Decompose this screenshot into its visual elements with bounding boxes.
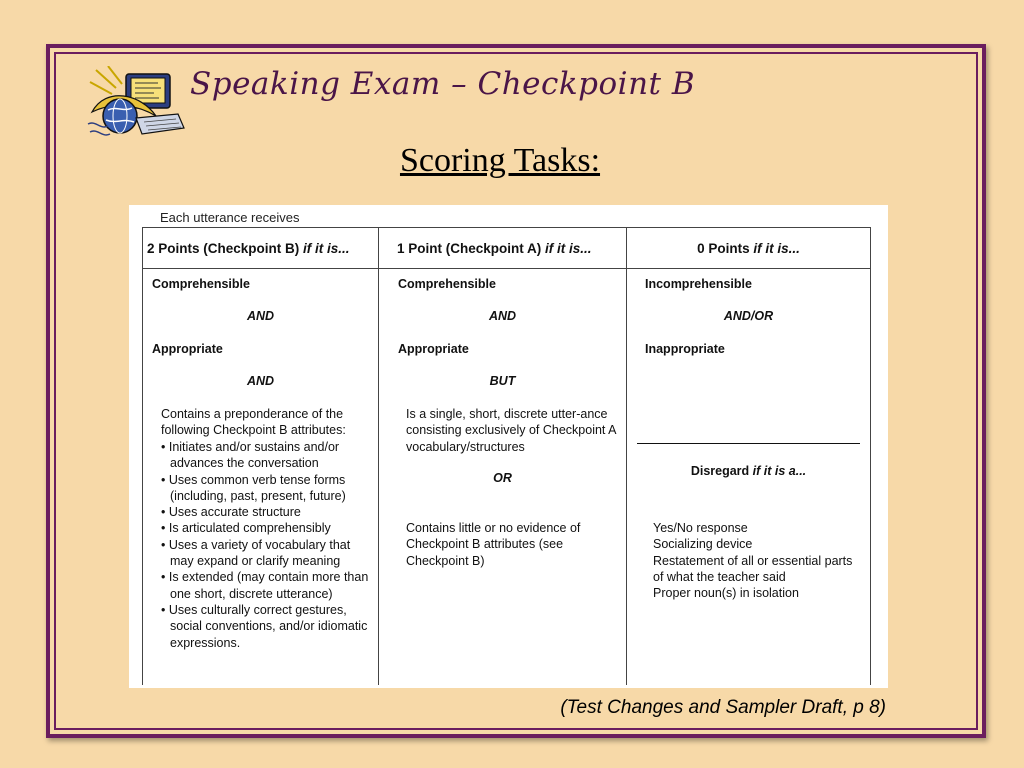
list-item: Proper noun(s) in isolation	[653, 586, 799, 601]
list-item: • Uses culturally correct gestures, social conventions, and/or idiomatic expressions.	[160, 602, 372, 651]
list-item: Yes/No response	[653, 521, 748, 535]
list-item: Restatement of all or essential parts of what the teacher said	[653, 553, 853, 584]
list-item: Socializing device	[653, 537, 753, 552]
conjunction-and: AND	[246, 374, 275, 388]
column-1-point	[379, 269, 627, 686]
disregard-heading-qualifier: if it is a...	[752, 464, 807, 478]
section-divider	[637, 443, 860, 444]
disregard-list	[653, 520, 863, 601]
criterion-incomprehensible: Incomprehensible	[645, 277, 752, 291]
header-1-point-text: 1 Point (Checkpoint A)	[397, 240, 545, 256]
criterion-comprehensible: Comprehensible	[398, 277, 496, 291]
conjunction-but: BUT	[489, 374, 516, 388]
column-2-points	[143, 269, 379, 686]
source-citation: (Test Changes and Sampler Draft, p 8)	[560, 697, 886, 718]
header-0-points	[627, 228, 871, 269]
header-1-point-qualifier: if it is...	[545, 240, 592, 256]
disregard-heading	[627, 464, 870, 478]
rubric-document	[129, 205, 888, 688]
list-item: • Is articulated comprehensibly	[160, 520, 372, 536]
header-2-points-qualifier: if it is...	[303, 240, 350, 256]
criterion-inappropriate: Inappropriate	[645, 342, 725, 356]
criterion-appropriate: Appropriate	[398, 342, 469, 356]
computer-clipart-icon	[86, 66, 186, 142]
header-2-points	[143, 228, 379, 269]
header-2-points-text: 2 Points (Checkpoint B)	[147, 240, 304, 256]
header-1-point	[379, 228, 627, 269]
list-item: • Uses common verb tense forms (including, past, present, future)	[160, 472, 372, 505]
table-body-row	[143, 269, 871, 686]
criterion-appropriate: Appropriate	[152, 342, 223, 356]
conjunction-and-or: AND/OR	[723, 309, 774, 323]
single-utterance-description: Is a single, short, discrete utter-ance consisting exclusively of Checkpoint A vocabulary/structures	[406, 407, 616, 454]
little-evidence-description: Contains little or no evidence of Checkpoint B attributes (see Checkpoint B)	[406, 521, 581, 568]
scoring-rubric-table	[142, 227, 871, 685]
list-item: • Uses a variety of vocabulary that may expand or clarify meaning	[160, 537, 372, 570]
list-item: • Initiates and/or sustains and/or advances the conversation	[160, 439, 372, 472]
list-item: • Uses accurate structure	[160, 504, 372, 520]
table-header-row	[143, 228, 871, 269]
disregard-heading-text: Disregard	[690, 464, 753, 478]
header-0-points-qualifier: if it is...	[753, 240, 800, 256]
slide-title: Speaking Exam – Checkpoint B	[190, 66, 696, 102]
attributes-list	[160, 439, 372, 651]
column-0-points	[627, 269, 871, 686]
slide-subtitle: Scoring Tasks:	[399, 142, 601, 179]
rubric-intro: Each utterance receives	[160, 210, 300, 225]
header-0-points-text: 0 Points	[697, 240, 754, 256]
attributes-intro: Contains a preponderance of the following Checkpoint B attributes:	[161, 407, 346, 438]
list-item: • Is extended (may contain more than one short, discrete utterance)	[160, 569, 372, 602]
conjunction-and: AND	[488, 309, 517, 323]
conjunction-or: OR	[493, 471, 512, 485]
criterion-comprehensible: Comprehensible	[152, 277, 250, 291]
conjunction-and: AND	[246, 309, 275, 323]
